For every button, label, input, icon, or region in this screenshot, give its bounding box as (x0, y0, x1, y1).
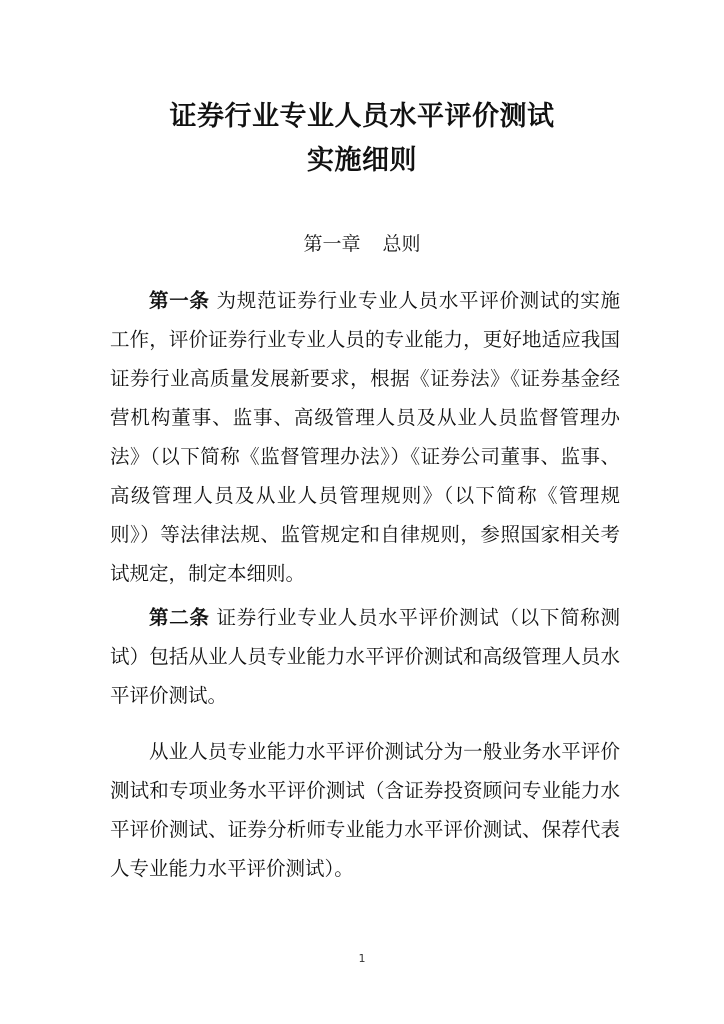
article-2-label: 第二条 (149, 606, 210, 629)
chapter-title: 总则 (382, 233, 421, 255)
chapter-number: 第一章 (303, 233, 361, 255)
continuation-text: 从业人员专业能力水平评价测试分为一般业务水平评价测试和专项业务水平评价测试（含证券投资顾问专业能力水平评价测试、证券分析师专业能力水平评价测试、保荐代表人专业能力水平评价测试）。 (110, 740, 620, 880)
article-2-text: 证券行业专业人员水平评价测试（以下简称测试）包括从业人员专业能力水平评价测试和高级管理人员水平评价测试。 (110, 606, 620, 707)
chapter-heading (0, 229, 724, 256)
article-1-label: 第一条 (149, 289, 210, 312)
page-number: 1 (358, 952, 366, 965)
article-1-text: 为规范证券行业专业人员水平评价测试的实施工作，评价证券行业专业人员的专业能力，更好地适应我国证券行业高质量发展新要求，根据《证券法》《证券基金经营机构董事、监事、高级管理人员及从业人员监督管理办法》（以下简称《监督管理办法》）《证券公司董事、监事、高级管理人员及从业人员管理规则》（以下简称《管理规则》）等法律法规、监管规定和自律规则，参照国家相关考试规定，制定本细则。 (110, 289, 620, 585)
article-1-paragraph (110, 281, 620, 593)
document-subtitle: 实施细则 (307, 145, 417, 176)
article-2-paragraph (110, 598, 620, 715)
document-title: 证券行业专业人员水平评价测试 (169, 101, 555, 132)
article-2-continuation-paragraph (110, 732, 620, 888)
